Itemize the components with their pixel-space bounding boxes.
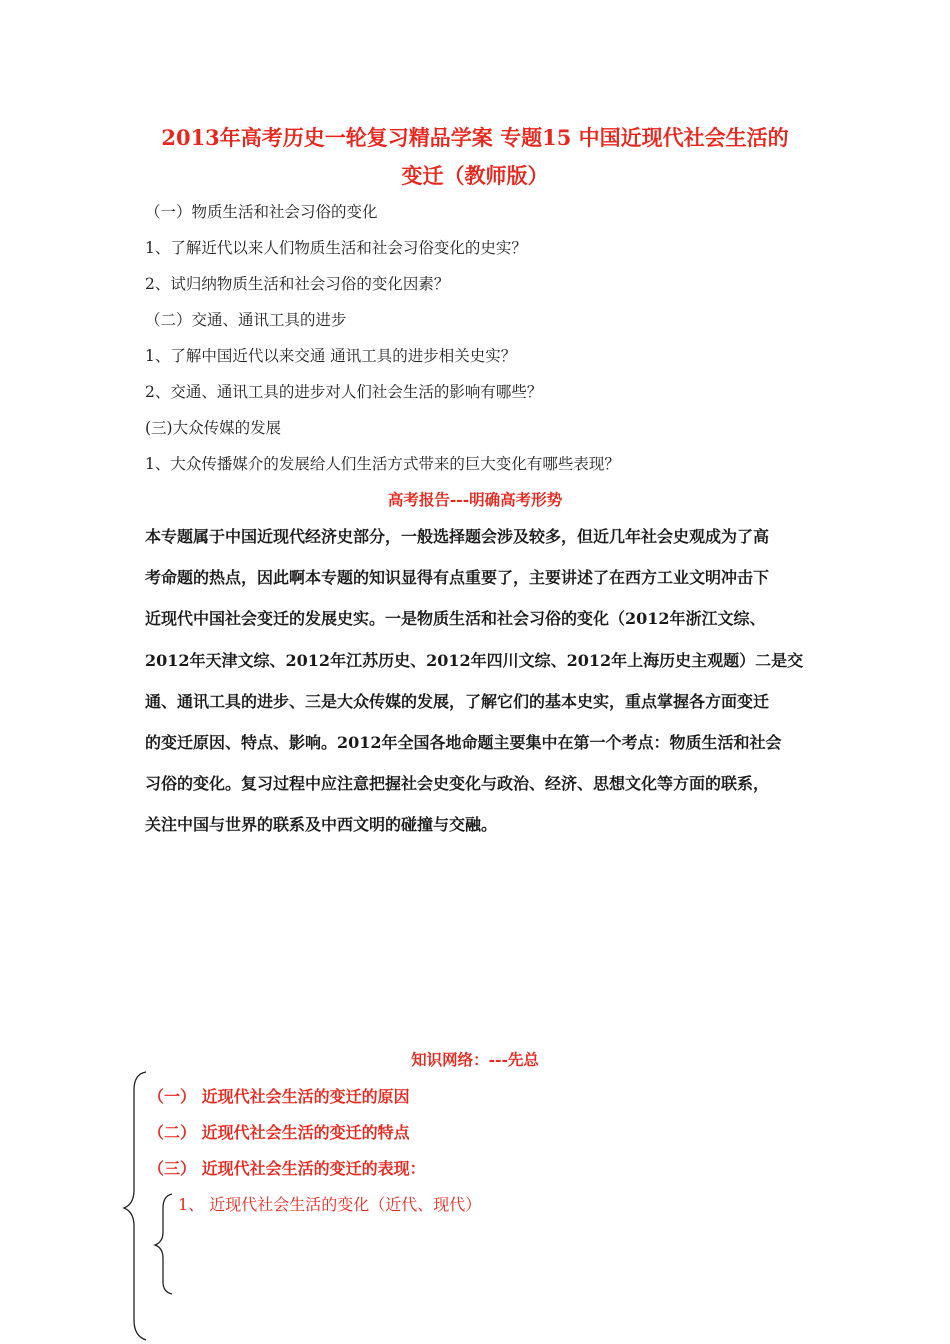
outline-item: 1、大众传播媒介的发展给人们生活方式带来的巨大变化有哪些表现？ [145, 455, 620, 473]
report-line: 本专题属于中国近现代经济史部分，一般选择题会涉及较多，但近几年社会史观成为了高 [145, 527, 770, 546]
outline-heading-1: （一）物质生活和社会习俗的变化 [145, 203, 378, 221]
network-item-3: （三） 近现代社会生活的变迁的表现： [148, 1159, 426, 1178]
outline-heading-2: （二）交通、通讯工具的进步 [145, 311, 347, 329]
network-item-2: （二） 近现代社会生活的变迁的特点 [148, 1123, 410, 1142]
outline-item: 2、交通、通讯工具的进步对人们社会生活的影响有哪些？ [145, 383, 543, 401]
outline-heading-3: (三)大众传媒的发展 [145, 419, 282, 437]
report-line: 习俗的变化。复习过程中应注意把握社会史变化与政治、经济、思想文化等方面的联系， [145, 774, 770, 793]
report-line: 的变迁原因、特点、影响。2012年全国各地命题主要集中在第一个考点：物质生活和社会 [145, 733, 782, 752]
report-line: 近现代中国社会变迁的发展史实。一是物质生活和社会习俗的变化（2012年浙江文综、 [145, 609, 766, 628]
network-subitem: 1、 近现代社会生活的变化（近代、现代） [178, 1195, 482, 1214]
inner-brace [155, 1194, 172, 1294]
report-heading: 高考报告---明确高考形势 [387, 490, 563, 509]
network-item-1: （一） 近现代社会生活的变迁的原因 [148, 1087, 410, 1106]
page-title-line1: 2013年高考历史一轮复习精品学案 专题15 中国近现代社会生活的 [161, 125, 789, 150]
outline-item: 1、了解近代以来人们物质生活和社会习俗变化的史实？ [145, 239, 527, 257]
report-line: 通、通讯工具的进步、三是大众传媒的发展，了解它们的基本史实，重点掌握各方面变迁 [145, 692, 770, 711]
page-title-line2: 变迁（教师版） [401, 163, 549, 188]
report-line: 考命题的热点，因此啊本专题的知识显得有点重要了，主要讲述了在西方工业文明冲击下 [145, 568, 770, 587]
network-heading: 知识网络：---先总 [411, 1050, 539, 1069]
report-line: 关注中国与世界的联系及中西文明的碰撞与交融。 [145, 815, 498, 834]
outer-brace [124, 1072, 146, 1340]
outline-item: 1、了解中国近代以来交通 通讯工具的进步相关史实？ [145, 347, 517, 365]
report-line: 2012年天津文综、2012年江苏历史、2012年四川文综、2012年上海历史主观题）二是交 [145, 651, 804, 670]
outline-item: 2、试归纳物质生活和社会习俗的变化因素？ [145, 275, 450, 293]
